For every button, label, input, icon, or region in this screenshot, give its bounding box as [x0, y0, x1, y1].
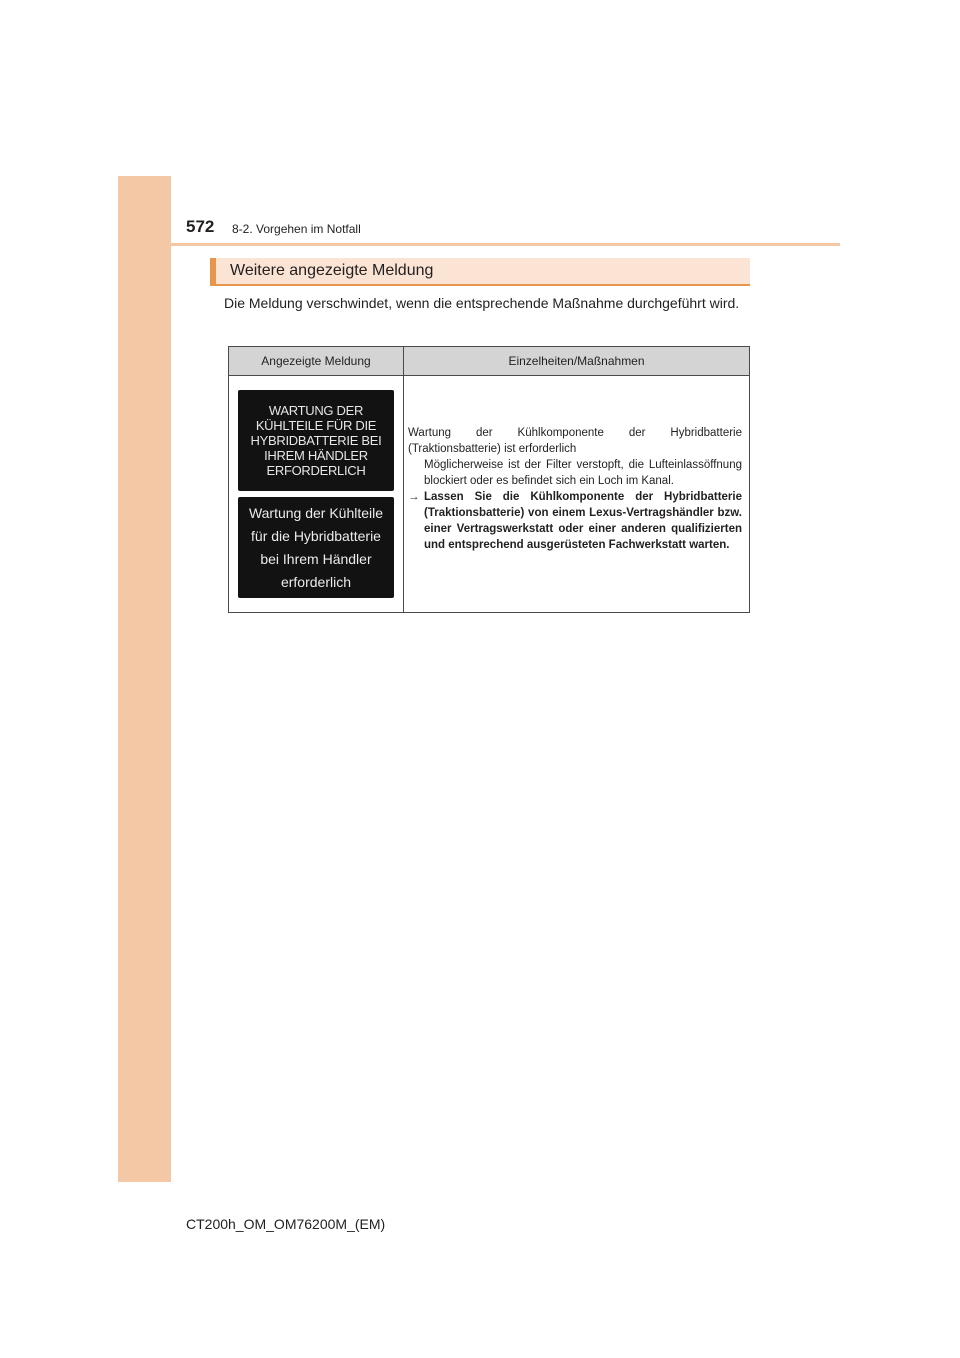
display-message-mixedcase: Wartung der Kühlteile für die Hybridbatterie bei Ihrem Händler erforderlich	[238, 497, 394, 598]
chapter-title: 8-2. Vorgehen im Notfall	[232, 222, 361, 236]
action-text: Lassen Sie die Kühlkomponente der Hybridbatterie (Traktionsbatterie) von einem Lexus-Vertragshändler bzw. einer Vertragswerkstatt oder einer anderen qualifizierten und entsprechend ausgerüsteten Fachwerkstatt warten.	[424, 491, 742, 551]
section-title: Weitere angezeigte Meldung	[230, 262, 434, 279]
chapter-side-band	[118, 176, 171, 1182]
column-divider	[403, 347, 404, 612]
cause-text: Möglicherweise ist der Filter verstopft, die Lufteinlassöffnung blockiert oder es befindet sich ein Loch im Kanal.	[424, 459, 742, 487]
intro-paragraph: Die Meldung verschwindet, wenn die entsprechende Maßnahme durchgeführt wird.	[224, 295, 740, 311]
detail-text: Wartung der Kühlkomponente der Hybridbatterie (Traktionsbatterie) ist erforderlich	[408, 427, 742, 455]
details-cell	[408, 425, 742, 553]
header-rule	[118, 243, 840, 246]
document-code: CT200h_OM_OM76200M_(EM)	[186, 1216, 386, 1232]
table-header-row	[229, 347, 749, 376]
display-message-uppercase: WARTUNG DER KÜHLTEILE FÜR DIE HYBRIDBATTERIE BEI IHREM HÄNDLER ERFORDERLICH	[238, 390, 394, 491]
arrow-icon: →	[408, 491, 420, 503]
column-header-message: Angezeigte Meldung	[261, 354, 371, 368]
action-item	[408, 489, 742, 553]
section-heading-bar	[210, 258, 750, 286]
page-number: 572	[186, 217, 215, 236]
message-table	[228, 346, 750, 613]
column-header-details: Einzelheiten/Maßnahmen	[508, 354, 645, 368]
